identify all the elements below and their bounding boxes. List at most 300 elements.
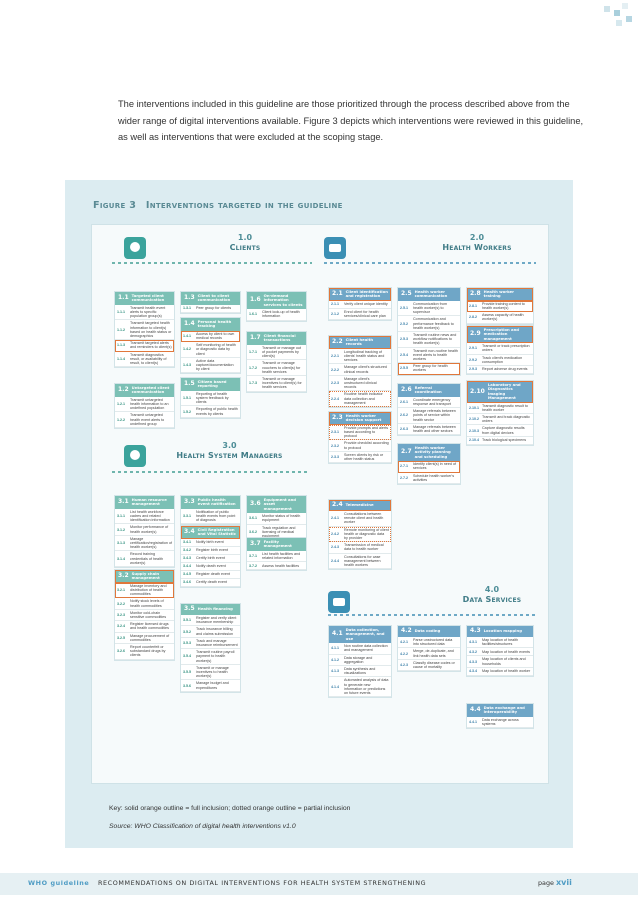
intervention-item <box>329 301 391 309</box>
intervention-label: Register and verify client insurance membership <box>196 616 237 625</box>
intervention-item <box>329 364 391 375</box>
group-4-4 <box>466 703 534 729</box>
group-number: 3.1 <box>118 498 129 506</box>
intervention-number: 2.10.3 <box>469 428 479 433</box>
intervention-label: Track and manage insurance reimbursement <box>196 638 238 648</box>
group-number: 2.4 <box>332 501 343 509</box>
intervention-item <box>115 621 174 632</box>
group-number: 4.1 <box>332 630 343 638</box>
category-title: Data Services <box>462 595 522 604</box>
intervention-number: 2.1.1 <box>331 302 339 307</box>
group-number: 3.7 <box>250 540 261 548</box>
group-3-4 <box>180 525 241 588</box>
intervention-number: 2.5.3 <box>400 337 408 342</box>
group-1-2 <box>114 383 175 429</box>
intervention-number: 2.5.5 <box>400 366 408 371</box>
intervention-number: 2.1.2 <box>331 311 339 316</box>
intervention-label: Register licensed drugs and health commodities <box>130 622 169 631</box>
group-3-2 <box>114 569 175 661</box>
intervention-number: 1.4.3 <box>183 363 191 368</box>
group-number: 2.6 <box>401 386 412 394</box>
group-4-3 <box>466 625 534 677</box>
group-1-3 <box>180 291 241 314</box>
decorative-pixel <box>614 10 620 16</box>
decorative-pixel <box>622 3 628 9</box>
group-header <box>181 318 240 331</box>
intervention-label: Track client's medication consumption <box>482 355 523 364</box>
category-title: Health System Managers <box>176 451 283 460</box>
intervention-label: Transmit diagnostic result to health worker <box>482 403 528 412</box>
group-header <box>115 496 174 509</box>
intervention-item <box>398 648 460 659</box>
intervention-number: 3.4.4 <box>183 564 191 569</box>
intervention-label: Transmit untargeted health event alerts to undefined group <box>130 413 165 426</box>
group-header <box>247 496 306 513</box>
intervention-number: 3.5.4 <box>183 654 191 659</box>
intervention-label: Data storage and aggregation <box>344 655 373 664</box>
intervention-label: Data exchange across systems <box>482 717 519 727</box>
intervention-label: Provide training content to health worker(s) <box>482 301 525 311</box>
intervention-number: 2.5.1 <box>400 306 408 311</box>
intervention-item <box>115 551 174 567</box>
intervention-label: List health workforce cadres and related identification information <box>130 509 170 523</box>
intervention-item <box>247 360 306 376</box>
group-title: Untargeted client communication <box>131 385 170 395</box>
intervention-label: Notification of public health events from point of diagnosis <box>196 509 236 523</box>
intervention-item <box>181 406 240 417</box>
intervention-label: Access by client to own medical records <box>196 331 235 341</box>
group-title: Facility management <box>263 539 292 549</box>
figure-caption: Interventions targeted in the guideline <box>145 200 343 211</box>
intervention-number: 1.5.1 <box>183 396 191 401</box>
intervention-number: 3.2.1 <box>117 588 125 593</box>
group-title: Health worker training <box>483 289 514 299</box>
group-number: 3.4 <box>184 528 195 536</box>
intervention-label: Manage inventory and distribution of health commodities <box>130 583 167 597</box>
intervention-label: Provide prompts and alerts based according to protocol <box>344 425 389 439</box>
intervention-number: 3.2.2 <box>117 601 125 606</box>
intervention-number: 4.1.3 <box>331 669 339 674</box>
intervention-number: 1.7.3 <box>249 381 257 386</box>
intervention-item <box>247 562 306 570</box>
group-header <box>115 292 174 305</box>
group-number: 1.4 <box>184 320 195 328</box>
intervention-label: Transmit or manage out of pocket payments by client(s) <box>262 345 302 359</box>
intervention-label: Notify death event <box>196 564 226 569</box>
intervention-item <box>181 342 240 358</box>
intervention-number: 3.7.2 <box>249 563 257 568</box>
intervention-item <box>115 352 174 368</box>
intervention-item <box>467 366 533 374</box>
intervention-item <box>398 408 460 424</box>
intervention-number: 1.6.1 <box>249 312 257 317</box>
group-header <box>398 384 460 397</box>
intervention-number: 1.7.2 <box>249 365 257 370</box>
intervention-item <box>329 391 391 407</box>
intervention-label: Transmit diagnostics result, or availability of result, to client(s) <box>130 352 167 366</box>
intervention-item <box>181 638 240 649</box>
group-number: 4.2 <box>401 627 412 635</box>
intervention-label: Manage referrals between points of service within health sector <box>413 409 456 422</box>
intervention-item <box>329 666 391 677</box>
category-number: 4.0 <box>484 585 500 594</box>
intervention-label: Monitor status of health equipment <box>262 514 301 523</box>
group-title: Health financing <box>197 606 233 612</box>
intervention-label: Transmit untargeted health information to an undefined population <box>130 397 169 411</box>
figure-key: Key: solid orange outline = full inclusion; dotted orange outline = partial inclusion <box>109 805 351 812</box>
data-services-icon <box>328 591 350 613</box>
health-system-managers-icon <box>124 445 146 467</box>
intervention-item <box>467 414 533 425</box>
group-number: 2.3 <box>332 414 343 422</box>
group-title: Public health event notification <box>197 497 236 507</box>
intervention-number: 2.8.2 <box>469 315 477 320</box>
intervention-label: Manage budget and expenditures <box>196 681 229 690</box>
group-title: Human resource management <box>131 497 167 507</box>
intervention-item <box>467 425 533 436</box>
intervention-number: 3.1.4 <box>117 556 125 561</box>
intervention-item <box>181 665 240 681</box>
intervention-number: 2.7.2 <box>400 475 408 480</box>
intervention-item <box>181 391 240 407</box>
intervention-label: Monitor cold-chain sensitive commodities <box>130 610 167 620</box>
intervention-label: Transmit non-routine health event alerts to health workers <box>413 348 458 362</box>
figure-panel <box>91 224 549 784</box>
category-title: Clients <box>229 243 261 252</box>
group-2-2 <box>328 335 392 408</box>
intervention-item <box>115 524 174 535</box>
intervention-item <box>398 637 460 648</box>
intervention-item <box>181 555 240 563</box>
intervention-label: Peer group for clients <box>196 306 232 311</box>
intervention-label: Consultations between remote client and health worker <box>344 512 384 525</box>
group-header <box>247 332 306 345</box>
intervention-label: Remote monitoring of client health or diagnostic data by provider <box>344 527 389 541</box>
intervention-item <box>398 660 460 671</box>
intervention-number: 2.5.4 <box>400 352 408 357</box>
intervention-item <box>467 355 533 366</box>
category-title: Health Workers <box>442 243 512 252</box>
group-title: Client to client communication <box>197 293 231 303</box>
intervention-number: 4.3.3 <box>469 659 477 664</box>
group-3-7 <box>246 537 307 571</box>
intervention-label: Screen clients by risk or other health status <box>344 452 384 462</box>
intervention-label: Transmit routine payroll payment to health worker(s) <box>196 650 235 663</box>
intervention-number: 2.10.1 <box>469 405 479 410</box>
category-clients <box>200 233 290 253</box>
divider <box>324 262 536 264</box>
intervention-label: Track insurance billing and claims submission <box>196 627 234 636</box>
group-title: Supply chain management <box>131 571 160 581</box>
group-title: Location mapping <box>483 628 522 634</box>
intervention-label: Enrol client for health services/clinical care plan <box>344 309 386 319</box>
intervention-label: Routine health indicator data collection and management <box>344 392 383 405</box>
group-title: Client identification and registration <box>345 289 388 299</box>
group-number: 2.8 <box>470 290 481 298</box>
intervention-label: Data synthesis and visualizations <box>344 667 376 676</box>
intervention-label: Identify client(s) in need of services <box>413 462 457 471</box>
intervention-number: 2.6.3 <box>400 426 408 431</box>
intervention-item <box>181 563 240 571</box>
intervention-number: 2.4.3 <box>331 545 339 550</box>
intervention-item <box>115 340 174 351</box>
group-title: On-demand information services to clients <box>263 293 303 307</box>
intervention-number: 3.2.5 <box>117 635 125 640</box>
intervention-item <box>329 349 391 365</box>
group-2-3 <box>328 411 392 464</box>
group-number: 2.7 <box>401 448 412 456</box>
intervention-item <box>247 309 306 320</box>
intervention-label: Verify client unique identity <box>344 302 388 307</box>
intervention-item <box>247 345 306 361</box>
intervention-item <box>181 680 240 691</box>
intervention-number: 4.4.1 <box>469 719 477 724</box>
group-number: 2.1 <box>332 290 343 298</box>
intervention-item <box>329 643 391 654</box>
group-header <box>398 626 460 637</box>
intervention-number: 1.2.1 <box>117 402 125 407</box>
intervention-label: Manage referrals between health and other sectors <box>413 424 456 434</box>
intervention-number: 2.3.2 <box>331 443 339 448</box>
group-title: Referral coordination <box>414 385 442 395</box>
category-number: 1.0 <box>237 233 253 242</box>
intervention-item <box>181 547 240 555</box>
intervention-label: Transmit health event alerts to specific population group(s) <box>130 305 166 319</box>
intervention-number: 2.4.1 <box>331 516 339 521</box>
intervention-label: Reporting of health system feedback by clients <box>196 391 229 405</box>
group-2-9 <box>466 325 534 375</box>
intervention-number: 1.1.3 <box>117 343 125 348</box>
figure-source: Source: WHO Classification of digital health interventions v1.0 <box>109 823 296 830</box>
intervention-label: Transmit or track prescription orders <box>482 344 530 353</box>
group-2-8 <box>466 287 534 325</box>
intervention-item <box>115 305 174 321</box>
intervention-item <box>329 554 391 570</box>
intervention-number: 3.5.5 <box>183 670 191 675</box>
intervention-item <box>398 397 460 408</box>
group-title: Client financial transactions <box>263 333 296 343</box>
intervention-item <box>329 425 391 441</box>
intervention-label: Transmit targeted alerts and reminders to client(s) <box>130 341 172 350</box>
group-header <box>181 378 240 391</box>
intervention-label: Longitudinal tracking of clients' health status and services <box>344 349 385 363</box>
footer-title: RECOMMENDATIONS ON DIGITAL INTERVENTIONS FOR HEALTH SYSTEM STRENGTHENING <box>97 879 427 887</box>
footer-page <box>538 878 572 887</box>
group-number: 3.2 <box>118 572 129 580</box>
intervention-item <box>247 376 306 392</box>
group-2-5 <box>397 287 461 376</box>
intervention-item <box>467 637 533 648</box>
intervention-number: 2.9.3 <box>469 367 477 372</box>
intervention-number: 3.1.3 <box>117 541 125 546</box>
intervention-label: Transmit targeted health information to client(s) based on health status or demographics <box>130 321 172 339</box>
intervention-label: Communication and performance feedback to health worker(s) <box>413 317 454 330</box>
intervention-item <box>181 331 240 342</box>
group-2-4 <box>328 499 392 570</box>
intervention-item <box>115 598 174 609</box>
intervention-item <box>181 539 240 547</box>
group-1-6 <box>246 291 307 322</box>
intervention-number: 1.2.2 <box>117 417 125 422</box>
intervention-number: 3.2.6 <box>117 649 125 654</box>
decorative-pixel <box>616 20 622 26</box>
group-number: 1.6 <box>250 296 261 304</box>
group-1-7 <box>246 331 307 393</box>
intervention-number: 2.6.2 <box>400 413 408 418</box>
intervention-label: Reporting of public health events by clients <box>196 407 238 416</box>
group-header <box>181 526 240 539</box>
intervention-number: 4.2.1 <box>400 640 408 645</box>
intervention-number: 4.3.1 <box>469 640 477 645</box>
group-2-1 <box>328 287 392 321</box>
intervention-item <box>115 536 174 552</box>
intervention-item <box>115 320 174 340</box>
group-number: 2.2 <box>332 338 343 346</box>
intervention-number: 3.3.1 <box>183 514 191 519</box>
intervention-label: Notify stock levels of health commodities <box>130 599 164 608</box>
group-title: Equipment and asset management <box>263 497 297 511</box>
page-label: page <box>538 879 554 887</box>
group-header <box>247 538 306 551</box>
intervention-number: 4.2.3 <box>400 662 408 667</box>
group-3-5 <box>180 603 241 693</box>
intervention-number: 2.4.2 <box>331 531 339 536</box>
intervention-label: Certify death event <box>196 580 227 585</box>
group-number: 3.6 <box>250 500 261 508</box>
group-header <box>181 496 240 509</box>
intervention-label: Track biological specimens <box>482 438 527 443</box>
group-title: Telemedicine <box>345 502 374 508</box>
category-health-system-managers <box>152 441 307 461</box>
intervention-item <box>467 717 533 728</box>
intervention-number: 3.4.6 <box>183 580 191 585</box>
intervention-item <box>181 579 240 587</box>
group-number: 4.4 <box>470 706 481 714</box>
intervention-item <box>329 440 391 451</box>
intervention-label: Parse unstructured data into structured data <box>413 638 453 647</box>
group-header <box>329 412 391 425</box>
intervention-item <box>247 513 306 524</box>
intervention-label: Transmit and track diagnostic orders <box>482 415 531 424</box>
divider <box>112 471 308 473</box>
intervention-item <box>467 656 533 667</box>
intervention-number: 3.6.1 <box>249 516 257 521</box>
group-2-10 <box>466 380 534 446</box>
intervention-number: 1.1.4 <box>117 356 125 361</box>
intervention-item <box>115 412 174 428</box>
intervention-label: Coordinate emergency response and transport <box>413 397 451 407</box>
intervention-label: Self monitoring of health or diagnostic data by client <box>196 343 236 356</box>
intervention-item <box>467 437 533 445</box>
intervention-label: Report counterfeit or substandard drugs by clients <box>130 645 166 658</box>
group-3-3 <box>180 495 241 525</box>
intervention-label: Register birth event <box>196 548 228 553</box>
group-number: 1.2 <box>118 386 129 394</box>
intervention-item <box>181 615 240 626</box>
footer-brand: WHO guideline <box>28 879 90 887</box>
category-health-workers <box>422 233 532 253</box>
group-number: 2.9 <box>470 330 481 338</box>
group-title: Data exchange and interoperability <box>483 705 525 715</box>
intervention-label: Map location of health facilities/structures <box>482 638 519 647</box>
decorative-pixel <box>604 6 610 12</box>
intervention-number: 3.2.4 <box>117 624 125 629</box>
page-number: xvii <box>556 878 572 887</box>
intervention-label: Assess capacity of health worker(s) <box>482 313 524 322</box>
intervention-label: Monitor performance of health worker(s) <box>130 525 169 534</box>
intervention-number: 3.4.3 <box>183 556 191 561</box>
intervention-item <box>181 649 240 665</box>
intervention-number: 1.4.1 <box>183 333 191 338</box>
intervention-item <box>181 626 240 637</box>
group-3-6 <box>246 495 307 541</box>
category-number: 3.0 <box>222 441 237 450</box>
intervention-label: Communication from health worker(s) to supervisor <box>413 301 448 315</box>
intervention-number: 3.4.1 <box>183 540 191 545</box>
figure-number: Figure 3 <box>93 200 137 211</box>
group-header <box>467 288 533 301</box>
intervention-label: Track regulation and licensing of medical <box>262 525 296 534</box>
intervention-label: Manage client's structured clinical records <box>344 365 387 374</box>
intervention-number: 2.3.3 <box>331 454 339 459</box>
intervention-item <box>329 677 391 697</box>
group-title: Health worker decision support <box>345 413 382 423</box>
intervention-number: 3.5.6 <box>183 683 191 688</box>
intervention-number: 4.1.2 <box>331 657 339 662</box>
intervention-label: Transmit routine news and workflow notifications to health worker(s) <box>413 333 457 346</box>
intervention-number: 3.5.2 <box>183 629 191 634</box>
group-title: Citizen based reporting <box>197 379 227 389</box>
divider <box>328 614 536 616</box>
group-header <box>329 500 391 511</box>
intervention-item <box>329 542 391 553</box>
intervention-label: Certify birth event <box>196 556 225 561</box>
intervention-number: 2.2.2 <box>331 367 339 372</box>
decorative-pixel <box>626 16 632 22</box>
group-number: 1.1 <box>118 294 129 302</box>
intervention-number: 4.3.4 <box>469 669 477 674</box>
intervention-item <box>181 509 240 525</box>
intervention-number: 1.1.2 <box>117 327 125 332</box>
intervention-item <box>115 644 174 660</box>
group-2-7 <box>397 443 461 485</box>
intervention-number: 3.5.3 <box>183 640 191 645</box>
intervention-number: 2.2.1 <box>331 354 339 359</box>
intervention-item <box>467 301 533 312</box>
intervention-label: Automated analysis of data to generate new information or predictions on future events <box>344 678 389 696</box>
intervention-item <box>115 397 174 413</box>
intervention-number: 2.3.1 <box>331 430 339 435</box>
group-number: 2.10 <box>470 387 485 395</box>
group-header <box>115 570 174 583</box>
intervention-number: 1.7.1 <box>249 350 257 355</box>
intervention-item <box>329 655 391 666</box>
intervention-number: 2.7.1 <box>400 464 408 469</box>
intervention-label: Provide checklist according to protocol <box>344 441 389 450</box>
group-header <box>467 704 533 717</box>
intervention-number: 2.10.4 <box>469 438 479 443</box>
group-title: Targeted client communication <box>131 293 165 303</box>
intervention-label: Consultations for case management between health workers <box>344 554 381 568</box>
group-header <box>467 381 533 403</box>
group-header <box>398 444 460 461</box>
intervention-number: 3.7.1 <box>249 553 257 558</box>
intervention-number: 1.3.1 <box>183 306 191 311</box>
group-header <box>329 626 391 643</box>
intervention-label: Schedule health worker's activities <box>413 473 455 482</box>
intervention-label: Map location of health worker <box>482 669 531 674</box>
intervention-number: 3.2.3 <box>117 612 125 617</box>
